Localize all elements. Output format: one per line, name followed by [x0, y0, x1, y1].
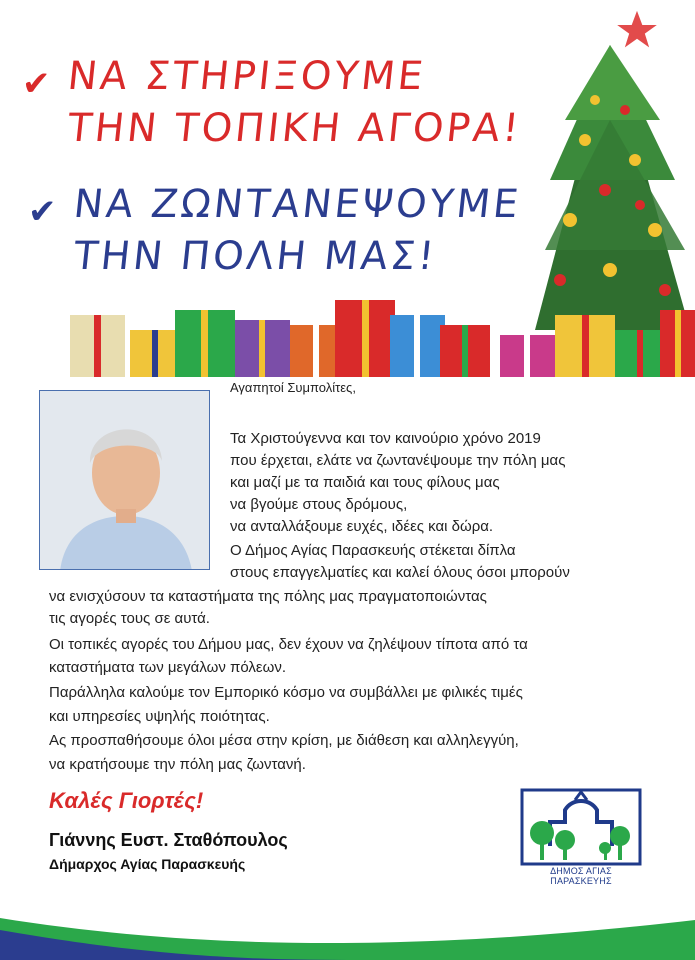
letter-line: και μαζί με τα παιδιά και τους φίλους μας — [230, 474, 500, 491]
check-blue-icon: ✔ — [28, 192, 57, 232]
slogan-line-1: ΝΑ ΣΤΗΡΙΞΟΥΜΕ — [65, 54, 428, 99]
footer-wave-decoration — [0, 900, 695, 960]
slogan-line-3: ΝΑ ΖΩΝΤΑΝΕΨΟΥΜΕ — [71, 182, 524, 227]
slogan-line-2: ΤΗΝ ΤΟΠΙΚΗ ΑΓΟΡΑ! — [65, 106, 524, 151]
letter-line: να ανταλλάξουμε ευχές, ιδέες και δώρα. — [230, 518, 494, 535]
letter-line: Οι τοπικές αγορές του Δήμου μας, δεν έχουν να ζηλέψουν τίποτα από τα — [49, 636, 528, 653]
letter-line: και υπηρεσίες υψηλής ποιότητας. — [49, 708, 270, 725]
letter-line: Τα Χριστούγεννα και τον καινούριο χρόνο 2019 — [230, 430, 541, 447]
letter-line: να βγούμε στους δρόμους, — [230, 496, 408, 513]
signature-title: Δήμαρχος Αγίας Παρασκευής — [49, 856, 246, 872]
letter-line: να ενισχύσουν τα καταστήματα της πόλης μας πραγματοποιώντας — [49, 588, 487, 605]
greeting: Αγαπητοί Συμπολίτες, — [230, 380, 356, 395]
signature-name: Γιάννης Ευστ. Σταθόπουλος — [49, 830, 288, 850]
gifts-illustration — [70, 285, 695, 390]
letter-line: Ο Δήμος Αγίας Παρασκευής στέκεται δίπλα — [230, 542, 516, 559]
mayor-photo — [39, 390, 210, 570]
letter-line: Παράλληλα καλούμε τον Εμπορικό κόσμο να συμβάλλει με φιλικές τιμές — [49, 684, 523, 701]
christmas-tree-illustration — [515, 0, 695, 330]
letter-line: που έρχεται, ελάτε να ζωντανέψουμε την πόλη μας — [230, 452, 566, 469]
slogan-line-4: ΤΗΝ ΠΟΛΗ ΜΑΣ! — [71, 234, 440, 279]
letter-line: τις αγορές τους σε αυτά. — [49, 610, 210, 627]
letter-line: να κρατήσουμε την πόλη μας ζωντανή. — [49, 756, 306, 773]
letter-line: Ας προσπαθήσουμε όλοι μέσα στην κρίση, με διάθεση και αλληλεγγύη, — [49, 732, 519, 749]
check-red-icon: ✔ — [22, 64, 51, 104]
letter-line: στους επαγγελματίες και καλεί όλους όσοι μπορούν — [230, 564, 570, 581]
municipality-logo-text: ΔΗΜΟΣ ΑΓΙΑΣ ΠΑΡΑΣΚΕΥΗΣ — [550, 866, 612, 886]
letter-line: καταστήματα των μεγάλων πόλεων. — [49, 659, 286, 676]
closing-greeting: Καλές Γιορτές! — [49, 788, 204, 813]
